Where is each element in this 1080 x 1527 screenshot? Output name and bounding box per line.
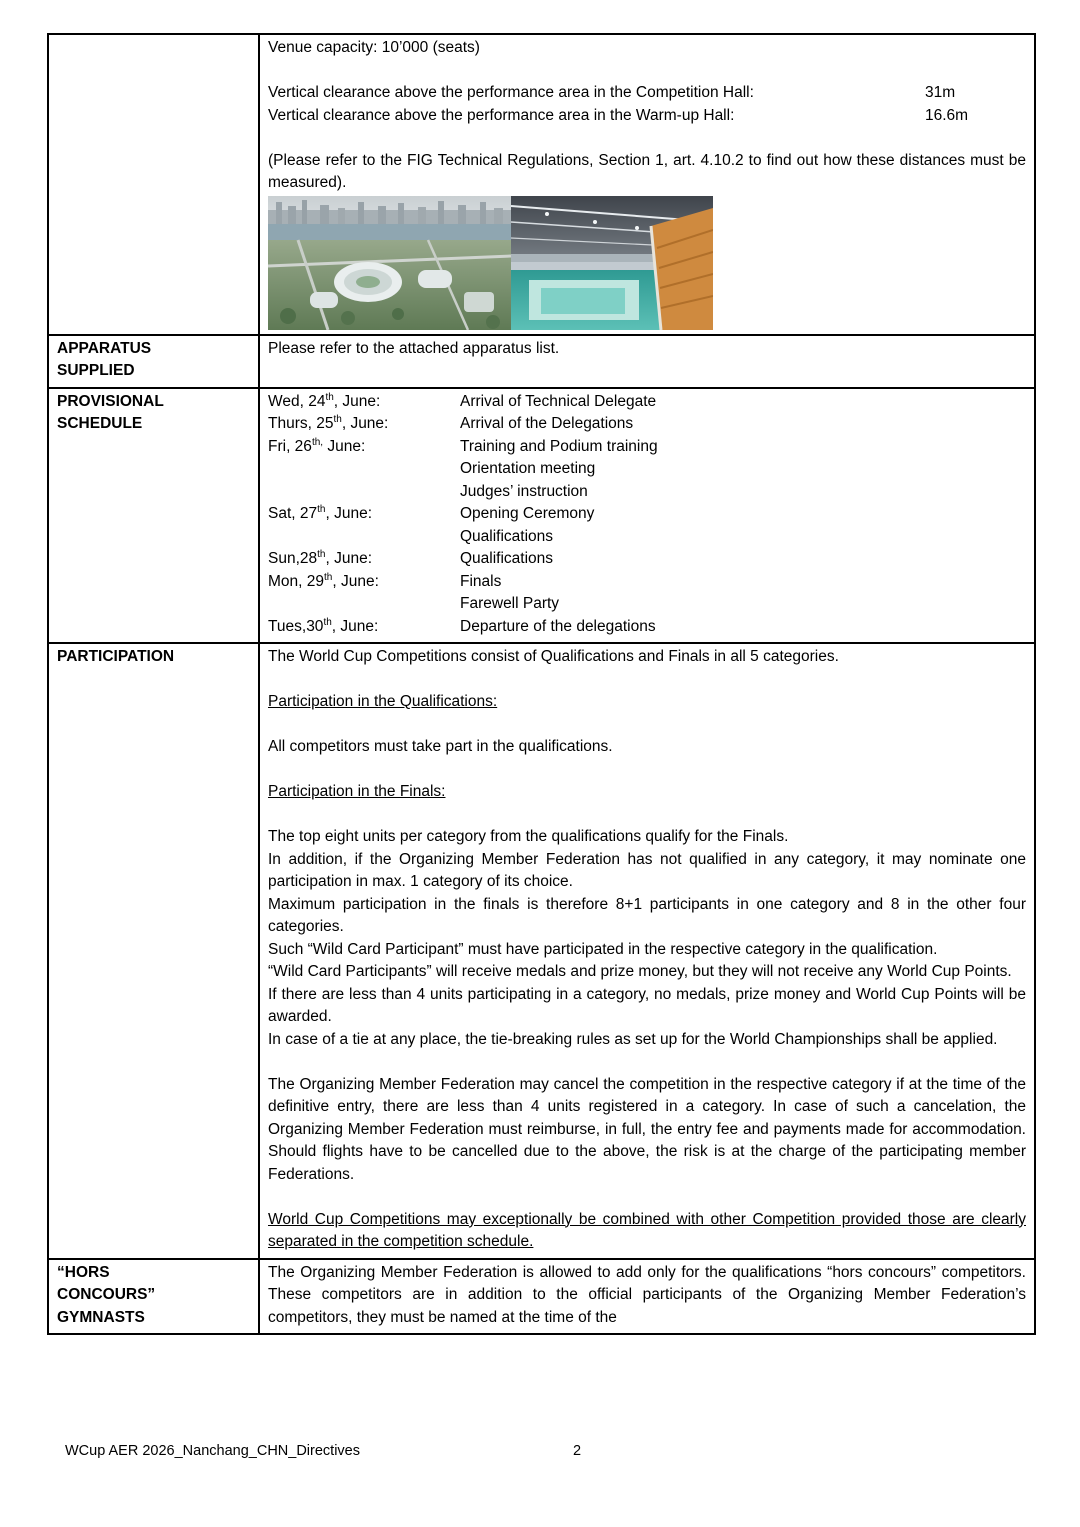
schedule-date: Thurs, 25th, June: — [268, 413, 389, 432]
schedule-events — [460, 548, 1026, 571]
hors-concours-text: The Organizing Member Federation is allowed to add only for the qualifications “hors concours” competitors. These competitors are in addition to the official participants of the Organizing Member Federation’s competitors, they must be named at the time of the — [268, 1263, 1026, 1326]
schedule-date: Mon, 29th, June: — [268, 571, 379, 590]
apparatus-row — [49, 334, 1034, 387]
schedule-event: Judges’ instruction — [460, 482, 588, 500]
schedule-label — [49, 389, 260, 643]
label-line: SCHEDULE — [57, 415, 143, 432]
schedule-date: Wed, 24th, June: — [268, 391, 381, 410]
schedule-events — [460, 616, 1026, 639]
schedule-event: Training and Podium training — [460, 437, 658, 455]
hors-concours-row — [49, 1258, 1034, 1334]
schedule-events — [460, 503, 1026, 548]
participation-paragraph: Maximum participation in the finals is therefore 8+1 participants in one category and 8 in the other four categories. — [268, 895, 1026, 935]
footer-document-title: WCup AER 2026_Nanchang_CHN_Directives — [65, 1443, 360, 1459]
hors-concours-content — [260, 1260, 1034, 1334]
page-footer — [0, 1443, 1080, 1467]
label-line: “HORS — [57, 1263, 110, 1281]
schedule-date: Sun,28th, June: — [268, 548, 373, 567]
schedule-row — [268, 503, 1026, 548]
schedule-date: Fri, $26^{th,}$ June: — [268, 436, 366, 455]
venue-row — [49, 35, 1034, 334]
schedule-event: Arrival of the Delegations — [460, 415, 634, 432]
participation-paragraph: If there are less than 4 units participating in a category, no medals, prize money and World Cup Points will be awarded. — [268, 985, 1026, 1025]
clearance-line-warmup-hall — [268, 105, 1026, 128]
participation-paragraph: “Wild Card Participants” will receive medals and prize money, but they will not receive any World Cup Points. — [268, 963, 1012, 980]
schedule-events — [460, 391, 1026, 414]
schedule-row-section — [49, 387, 1034, 643]
schedule-row — [268, 548, 1026, 571]
label-line: PARTICIPATION — [57, 648, 175, 665]
participation-paragraph: All competitors must take part in the qualifications. — [268, 738, 613, 755]
participation-row — [49, 642, 1034, 1258]
arena-interior-photo — [511, 196, 713, 330]
apparatus-text: Please refer to the attached apparatus list. — [268, 339, 560, 357]
venue-photos — [268, 196, 1026, 330]
schedule-event: Orientation meeting — [460, 460, 596, 477]
schedule-event: Farewell Party — [460, 595, 560, 612]
participation-paragraph: The Organizing Member Federation may cancel the competition in the respective category if at the time of the definitive entry, there are less than 4 units registered in a category. In case of such a cancelation, the Organizing Member Federation must reimburse, in full, the entry fee and payments made for accommodation. Should flights have to be cancelled due to the above, the risk is at the charge of the participating member Federations. — [268, 1075, 1026, 1183]
schedule-event: Arrival of Technical Delegate — [460, 392, 657, 410]
measurement-note: (Please refer to the FIG Technical Regulations, Section 1, art. 4.10.2 to find out how these distances must be measured). — [268, 151, 1026, 191]
clearance-label: Vertical clearance above the performance area in the Competition Hall: — [268, 84, 754, 101]
schedule-date: Tues,30th, June: — [268, 616, 379, 635]
schedule-events — [460, 413, 1026, 436]
participation-heading-qualifications: Participation in the Qualifications: — [268, 693, 498, 710]
schedule-event: Qualifications — [460, 550, 554, 567]
participation-paragraph-combined-note: World Cup Competitions may exceptionally be combined with other Competition provided those are clearly separated in the competition schedule. — [268, 1210, 1026, 1250]
schedule-event: Finals — [460, 572, 502, 590]
venue-content-cell — [260, 35, 1034, 334]
apparatus-label — [49, 336, 260, 387]
participation-paragraph: In case of a tie at any place, the tie-breaking rules as set up for the World Championships shall be applied. — [268, 1030, 998, 1048]
hors-concours-label — [49, 1260, 260, 1334]
label-line: CONCOURS” — [57, 1286, 156, 1303]
clearance-label: Vertical clearance above the performance area in the Warm-up Hall: — [268, 106, 735, 124]
participation-label — [49, 644, 260, 1258]
venue-capacity-line: Venue capacity: 10’000 (seats) — [268, 39, 480, 56]
schedule-date: Sat, 27th, June: — [268, 503, 372, 522]
clearance-value: 31m — [925, 84, 956, 101]
schedule-row — [268, 413, 1026, 436]
schedule-row — [268, 571, 1026, 616]
schedule-row — [268, 436, 1026, 504]
participation-paragraph: The top eight units per category from the qualifications qualify for the Finals. — [268, 828, 789, 845]
label-line: SUPPLIED — [57, 362, 135, 379]
participation-content — [260, 644, 1034, 1258]
venue-aerial-photo — [268, 196, 511, 330]
schedule-event: Qualifications — [460, 527, 554, 545]
schedule-events — [460, 571, 1026, 616]
clearance-line-competition-hall — [268, 82, 1026, 105]
directives-table — [47, 33, 1036, 1335]
venue-label-cell — [49, 35, 260, 334]
participation-paragraph: In addition, if the Organizing Member Federation has not qualified in any category, it may nominate one participation in max. 1 category of its choice. — [268, 850, 1026, 890]
schedule-content — [260, 389, 1034, 643]
schedule-row — [268, 616, 1026, 639]
label-line: GYMNASTS — [57, 1308, 145, 1326]
label-line: APPARATUS — [57, 339, 152, 357]
schedule-row — [268, 391, 1026, 414]
footer-page-number: 2 — [573, 1443, 582, 1459]
apparatus-content — [260, 336, 1034, 387]
participation-heading-finals: Participation in the Finals: — [268, 783, 446, 800]
schedule-events — [460, 436, 1026, 504]
schedule-event: Departure of the delegations — [460, 617, 656, 635]
participation-paragraph: Such “Wild Card Participant” must have participated in the respective category in the qualification. — [268, 940, 938, 958]
schedule-event: Opening Ceremony — [460, 505, 595, 522]
label-line: PROVISIONAL — [57, 392, 164, 410]
clearance-value: 16.6m — [925, 106, 969, 124]
participation-paragraph: The World Cup Competitions consist of Qualifications and Finals in all 5 categories. — [268, 648, 839, 665]
